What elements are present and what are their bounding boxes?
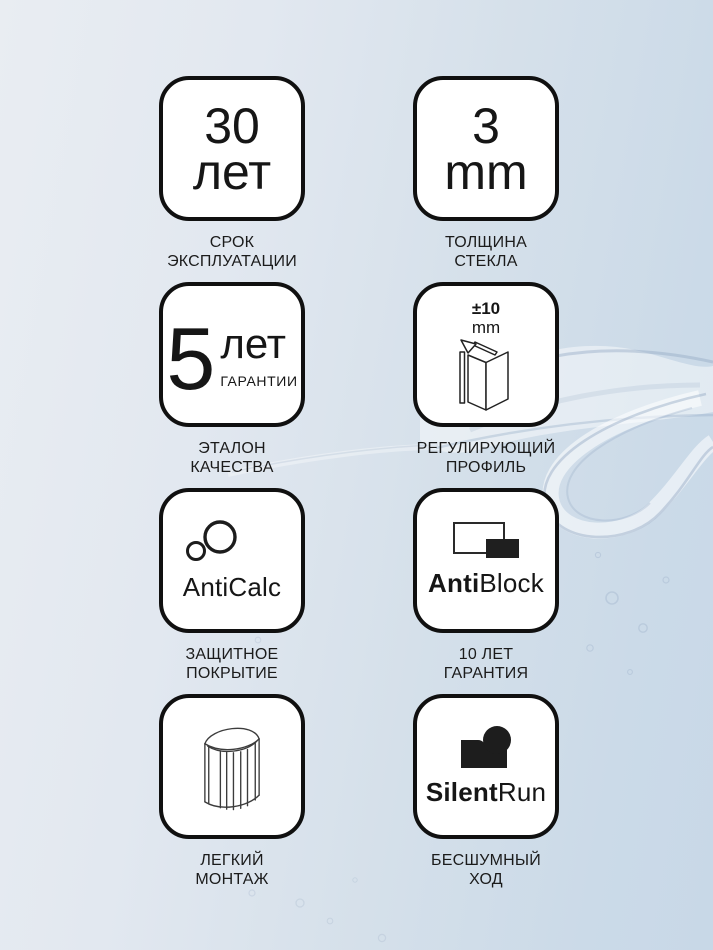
glass-thickness-caption: ТОЛЩИНА СТЕКЛА bbox=[445, 234, 527, 270]
glass-thickness-badge bbox=[413, 76, 559, 221]
quality-warranty-caption: ЭТАЛОН КАЧЕСТВА bbox=[190, 440, 274, 476]
anticalc-caption: ЗАЩИТНОЕ ПОКРЫТИЕ bbox=[185, 646, 279, 682]
lifespan-unit: лет bbox=[192, 143, 272, 200]
anticalc-bubbles-icon bbox=[184, 519, 244, 563]
feature-glass-thickness bbox=[413, 76, 559, 282]
adjusting-profile-caption: РЕГУЛИРУЮЩИЙ ПРОФИЛЬ bbox=[416, 440, 556, 476]
feature-antiblock bbox=[413, 488, 559, 694]
profile-adjust-unit: mm bbox=[471, 317, 501, 337]
lifespan-value: 30 bbox=[204, 97, 260, 154]
feature-silentrun bbox=[413, 694, 559, 900]
feature-adjusting-profile bbox=[413, 282, 559, 488]
feature-lifespan bbox=[159, 76, 305, 282]
antiblock-badge bbox=[413, 488, 559, 633]
warranty-subword: ГАРАНТИИ bbox=[220, 372, 298, 389]
lifespan-caption: СРОК ЭКСПЛУАТАЦИИ bbox=[167, 234, 297, 270]
antiblock-caption: 10 ЛЕТ ГАРАНТИЯ bbox=[443, 646, 529, 682]
easy-installation-caption: ЛЕГКИЙ МОНТАЖ bbox=[195, 852, 269, 888]
feature-quality-warranty bbox=[159, 282, 305, 488]
feature-anticalc bbox=[159, 488, 305, 694]
profile-adjust-value: ±10 bbox=[471, 298, 501, 318]
badge-grid bbox=[159, 76, 559, 900]
silentrun-caption: БЕСШУМНЫЙ ХОД bbox=[431, 852, 541, 888]
anticalc-badge bbox=[159, 488, 305, 633]
glass-thickness-value: 3 bbox=[472, 97, 500, 154]
easy-installation-badge bbox=[159, 694, 305, 839]
warranty-years-number: 5 bbox=[166, 308, 216, 408]
adjustable-profile-icon bbox=[459, 339, 513, 411]
lifespan-badge bbox=[159, 76, 305, 221]
glass-thickness-unit: mm bbox=[444, 143, 528, 200]
silentrun-badge bbox=[413, 694, 559, 839]
silentrun-roller-icon bbox=[461, 726, 511, 768]
adjusting-profile-badge bbox=[413, 282, 559, 427]
silentrun-brand-label: SilentRun bbox=[425, 776, 547, 807]
feature-easy-installation bbox=[159, 694, 305, 900]
antiblock-brand-label: AntiBlock bbox=[428, 568, 544, 598]
warranty-years-word: лет bbox=[220, 319, 287, 367]
antiblock-panels-icon bbox=[453, 522, 520, 559]
quality-warranty-badge bbox=[159, 282, 305, 427]
shower-enclosure-icon bbox=[201, 718, 263, 816]
anticalc-brand-label: AntiCalc bbox=[182, 571, 282, 602]
